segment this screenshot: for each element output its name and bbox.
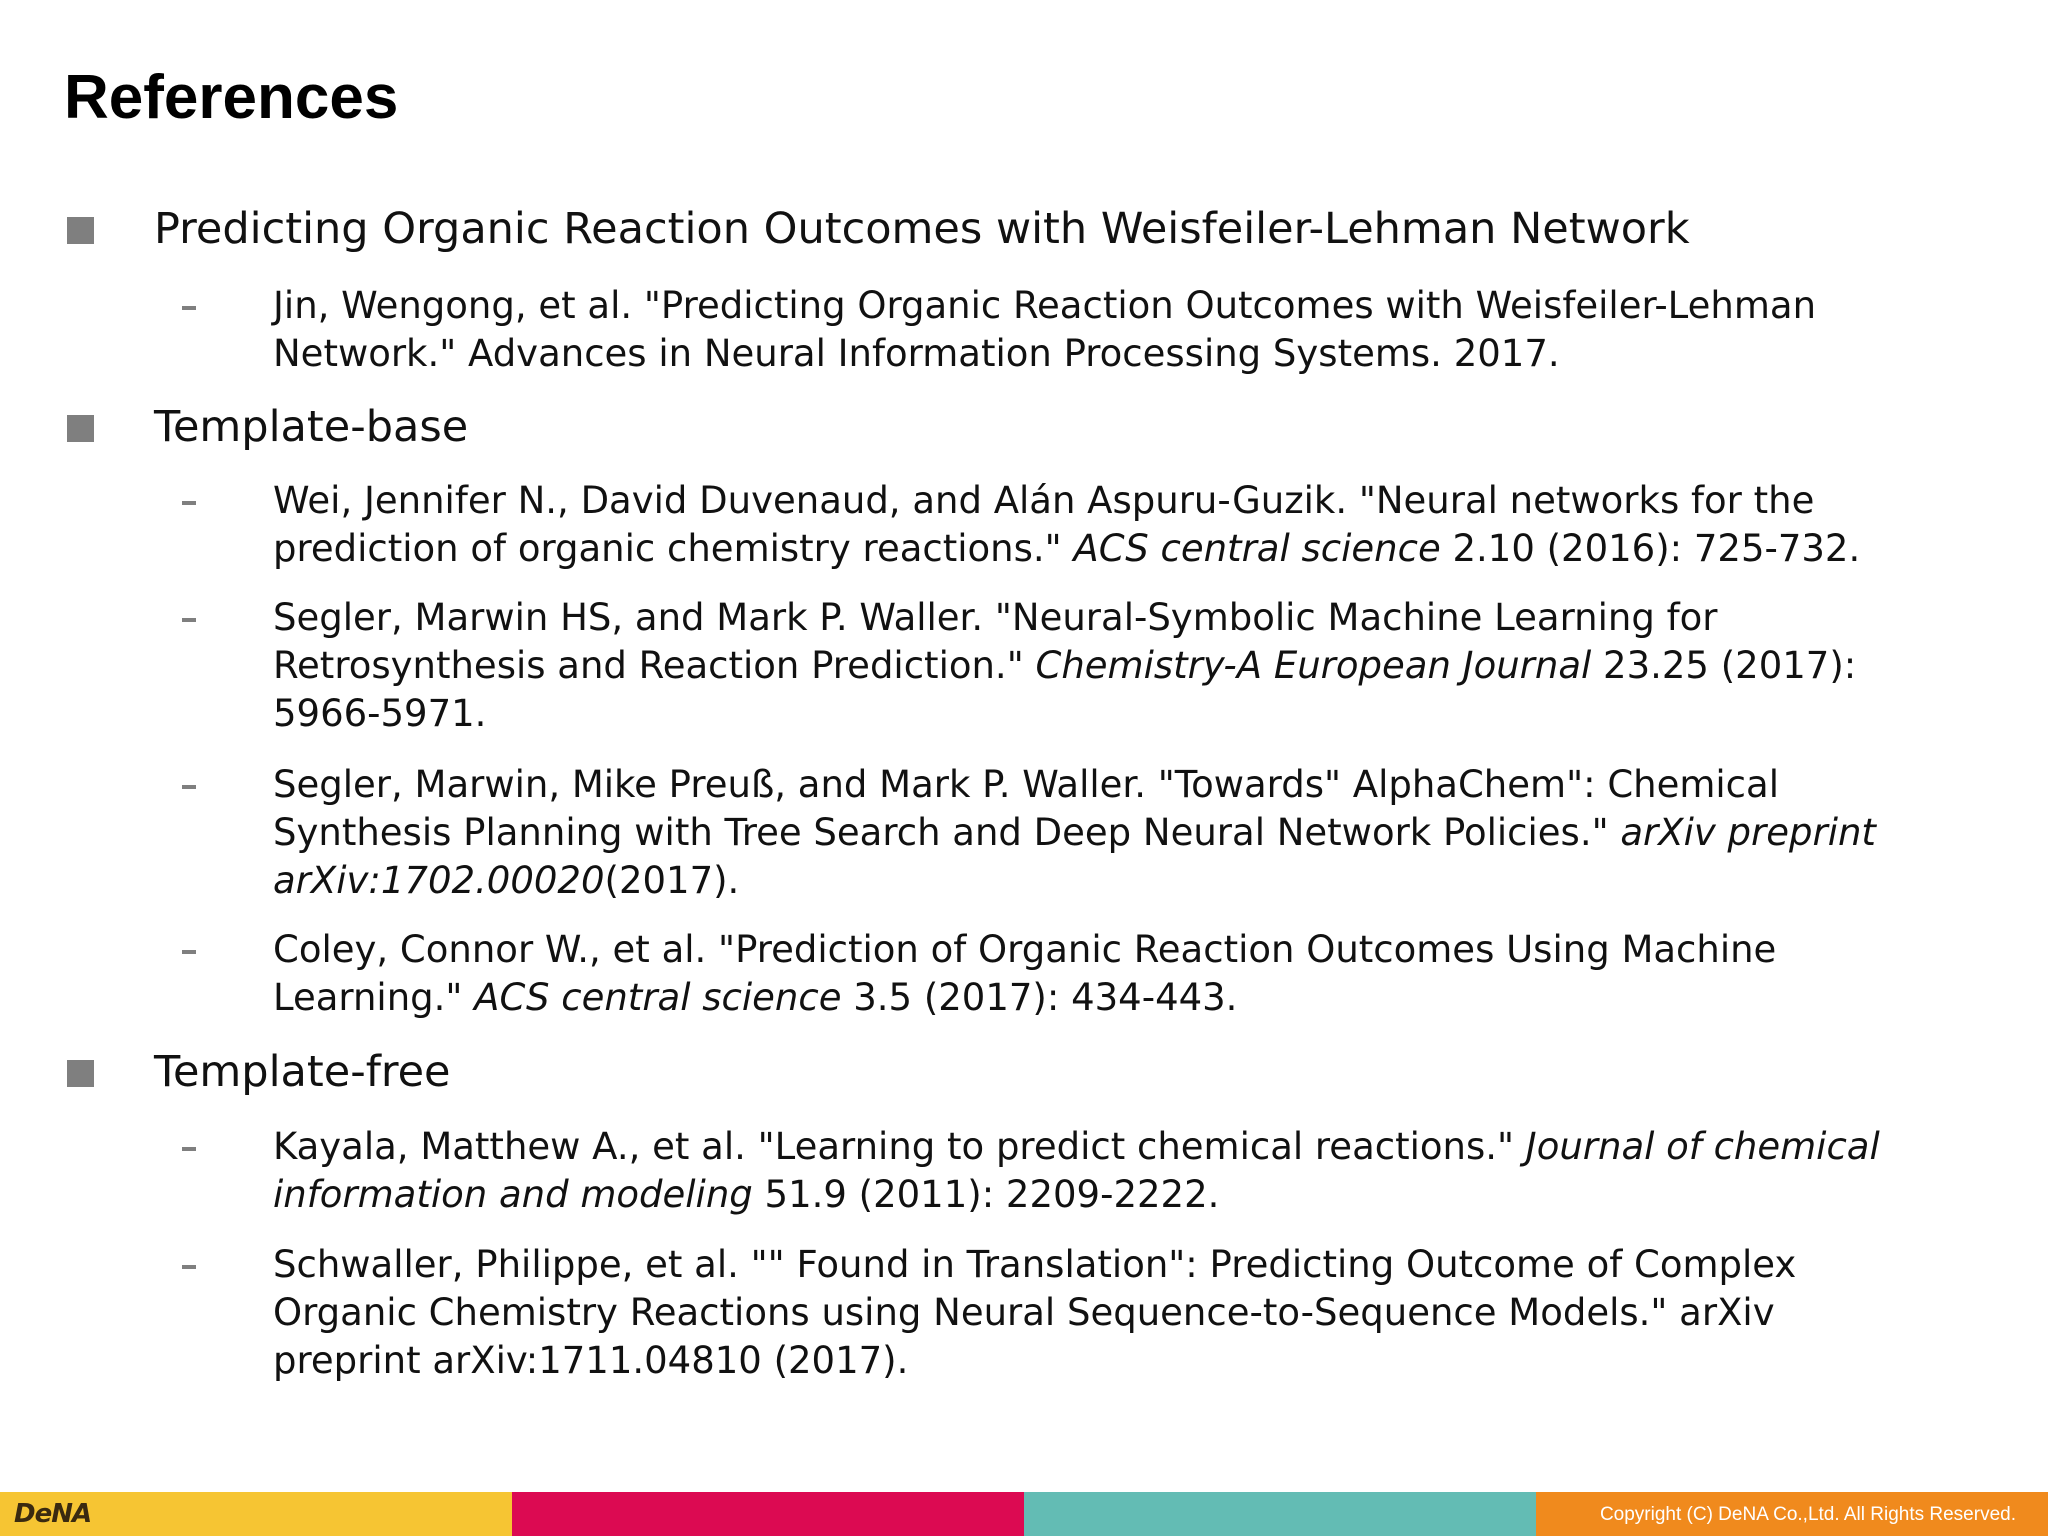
square-bullet-icon [67, 217, 94, 244]
journal-name: Journal of chemical [1525, 1125, 1880, 1168]
journal-name: information and modeling [273, 1173, 753, 1216]
section-heading: Template-free [154, 1047, 451, 1097]
section-heading: Predicting Organic Reaction Outcomes with Weisfeiler-Lehman Network [154, 204, 1690, 254]
dash-bullet-icon [182, 785, 196, 789]
dash-bullet-icon [182, 501, 196, 505]
copyright-text: Copyright (C) DeNA Co.,Ltd. All Rights Reserved. [1599, 1504, 2016, 1525]
dash-bullet-icon [182, 1265, 196, 1269]
reference-text: Jin, Wengong, et al. "Predicting Organic Reaction Outcomes with Weisfeiler-Lehman Network." Advances in Neural Information Processing Systems. 2017. [273, 284, 1817, 375]
footer-segment-red [512, 1492, 1024, 1536]
section-heading: Template-base [154, 402, 469, 452]
footer-segment-yellow [0, 1492, 512, 1536]
square-bullet-icon [67, 1060, 94, 1087]
footer-bar [0, 1492, 2048, 1536]
dash-bullet-icon [182, 306, 196, 310]
page-title: References [64, 63, 399, 132]
square-bullet-icon [67, 415, 94, 442]
reference-text: Schwaller, Philippe, et al. "" Found in Translation": Predicting Outcome of Complex Organic Chemistry Reactions using Neural Sequence-to-Sequence Models." arXiv preprint arXiv:1711.04810 (2017). [273, 1243, 1797, 1382]
dash-bullet-icon [182, 1147, 196, 1151]
footer-segment-teal [1024, 1492, 1536, 1536]
footer-segment-orange [1536, 1492, 2048, 1536]
journal-name: ACS central science [474, 976, 842, 1019]
reference-text: Segler, Marwin, Mike Preuß, and Mark P. Waller. "Towards" AlphaChem": Chemical Synthesis Planning with Tree Search and Deep Neural Network Policies." arXiv preprint arXiv:1702.00020(2017). [273, 763, 1876, 902]
dash-bullet-icon [182, 618, 196, 622]
reference-text: Segler, Marwin HS, and Mark P. Waller. "Neural-Symbolic Machine Learning for Retrosynthesis and Reaction Prediction." Chemistry-A European Journal 23.25 (2017): 5966-5971. [273, 596, 1857, 735]
dena-logo: DeNA [14, 1499, 92, 1529]
journal-name: ACS central science [1073, 527, 1441, 570]
dash-bullet-icon [182, 950, 196, 954]
reference-text: Coley, Connor W., et al. "Prediction of Organic Reaction Outcomes Using Machine Learning." ACS central science 3.5 (2017): 434-443. [273, 928, 1777, 1019]
journal-name: arXiv:1702.00020 [273, 859, 605, 902]
reference-text: Wei, Jennifer N., David Duvenaud, and Alán Aspuru-Guzik. "Neural networks for the prediction of organic chemistry reactions." ACS central science 2.10 (2016): 725-732. [273, 479, 1861, 570]
journal-name: Chemistry-A European Journal [1035, 644, 1592, 687]
reference-text: Kayala, Matthew A., et al. "Learning to predict chemical reactions." Journal of chemical information and modeling 51.9 (2011): 2209-2222. [273, 1125, 1880, 1216]
journal-name: arXiv preprint [1620, 811, 1876, 854]
